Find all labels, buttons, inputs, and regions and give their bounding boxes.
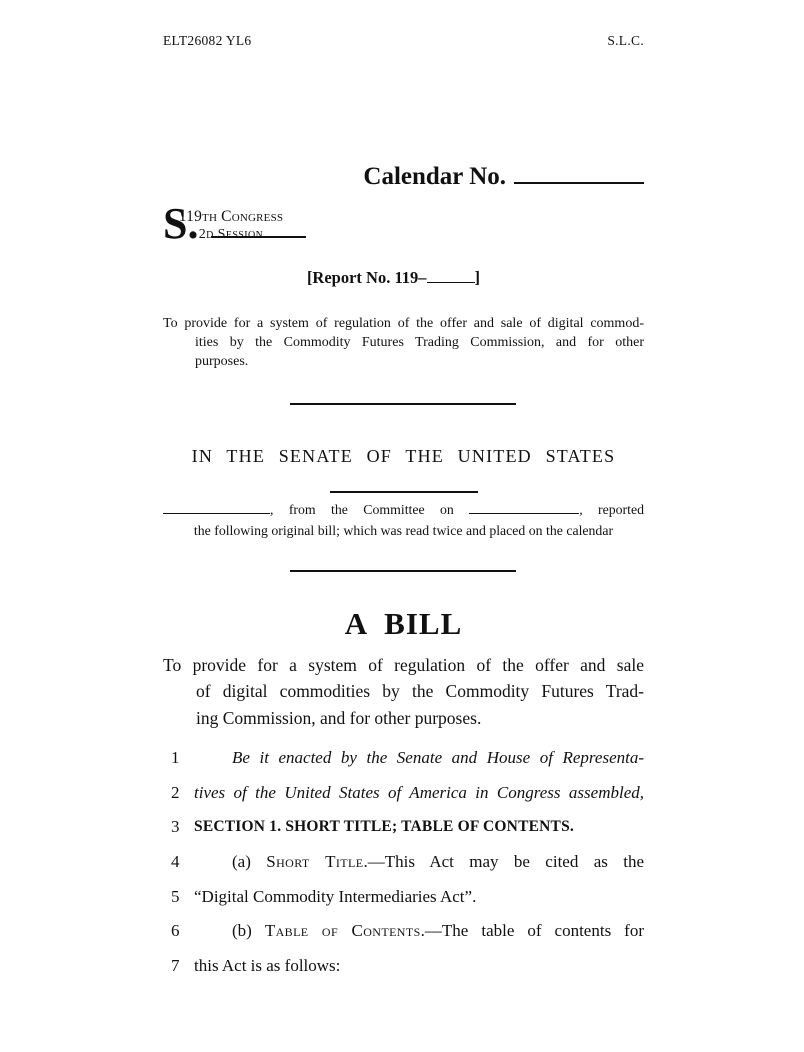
committee-line-2: the following original bill; which was read twice and placed on the calendar xyxy=(193,523,614,538)
divider-rule xyxy=(290,570,516,572)
long-title-line: ing Commission, and for other purposes. xyxy=(196,707,482,728)
session-label: 2d Session xyxy=(198,227,264,242)
table-of-contents-smallcaps: Table of Contents xyxy=(264,921,421,941)
summary-line: ities by the Commodity Futures Trading Commission, and for other xyxy=(195,335,644,350)
line-number: 7 xyxy=(171,956,180,976)
committee-text-from: , from the Committee on xyxy=(270,502,470,517)
bill-text-line xyxy=(163,810,644,845)
subsection-text: .—The table of contents for xyxy=(420,921,644,941)
report-open: [Report No. 119– xyxy=(306,268,427,287)
bill-text-line xyxy=(163,845,644,880)
committee-text-reported: , reported xyxy=(579,502,644,517)
bill-text-line xyxy=(163,741,644,776)
bill-text-line xyxy=(163,914,644,949)
bill-text-line xyxy=(163,949,644,984)
sponsor-name-blank xyxy=(163,511,270,514)
line-number: 6 xyxy=(171,921,180,941)
subsection-marker: (a) xyxy=(232,852,267,872)
subsection-a-line xyxy=(194,845,644,880)
divider-rule xyxy=(290,403,516,405)
bill-text-line xyxy=(163,776,644,811)
long-title-line: of digital commodities by the Commodity Futures Trad- xyxy=(196,681,644,702)
bill-text-line xyxy=(163,880,644,915)
enacting-clause-line: Be it enacted by the Senate and House of Representa- xyxy=(232,748,644,767)
summary-line: To provide for a system of regulation of the offer and sale of digital commod- xyxy=(163,316,644,331)
line-number: 4 xyxy=(171,852,180,872)
calendar-label: Calendar No. xyxy=(363,163,506,190)
summary-line: purposes. xyxy=(195,354,249,369)
congress-label: 119th Congress xyxy=(178,208,284,225)
enacting-clause-line: tives of the United States of America in Congress assembled, xyxy=(194,782,644,802)
subsection-text: .—This Act may be cited as the xyxy=(363,852,644,872)
long-title-paragraph xyxy=(163,652,644,731)
official-title-summary xyxy=(163,314,644,371)
subsection-marker: (b) xyxy=(232,921,265,941)
short-divider-rule xyxy=(330,491,478,493)
closing-text-line: this Act is as follows: xyxy=(194,956,341,976)
bill-body-lines xyxy=(163,741,644,984)
report-close: ] xyxy=(474,268,481,287)
short-title-smallcaps: Short Title xyxy=(266,852,364,872)
committee-line-1 xyxy=(163,499,644,520)
committee-name-blank xyxy=(469,511,579,514)
section-heading-line: SECTION 1. SHORT TITLE; TABLE OF CONTENTS. xyxy=(194,818,574,836)
line-number: 5 xyxy=(171,886,180,906)
slc-label: S.L.C. xyxy=(607,33,644,48)
draft-code: ELT26082 YL6 xyxy=(163,33,252,48)
report-number-line xyxy=(153,268,634,288)
a-bill-heading: A BILL xyxy=(344,606,463,641)
subsection-b-line xyxy=(194,914,644,949)
line-number: 1 xyxy=(171,748,180,767)
line-number: 2 xyxy=(171,782,180,802)
report-number-blank xyxy=(427,280,475,283)
page-content-layer2 xyxy=(163,0,644,1052)
bill-number-prefix: S. xyxy=(163,199,199,248)
long-title-line: To provide for a system of regulation of the offer and sale xyxy=(163,655,644,675)
act-name-line: “Digital Commodity Intermediaries Act”. xyxy=(194,886,477,906)
committee-report-paragraph xyxy=(163,499,644,541)
line-number: 3 xyxy=(171,817,180,837)
senate-heading: IN THE SENATE OF THE UNITED STATES xyxy=(191,446,616,466)
